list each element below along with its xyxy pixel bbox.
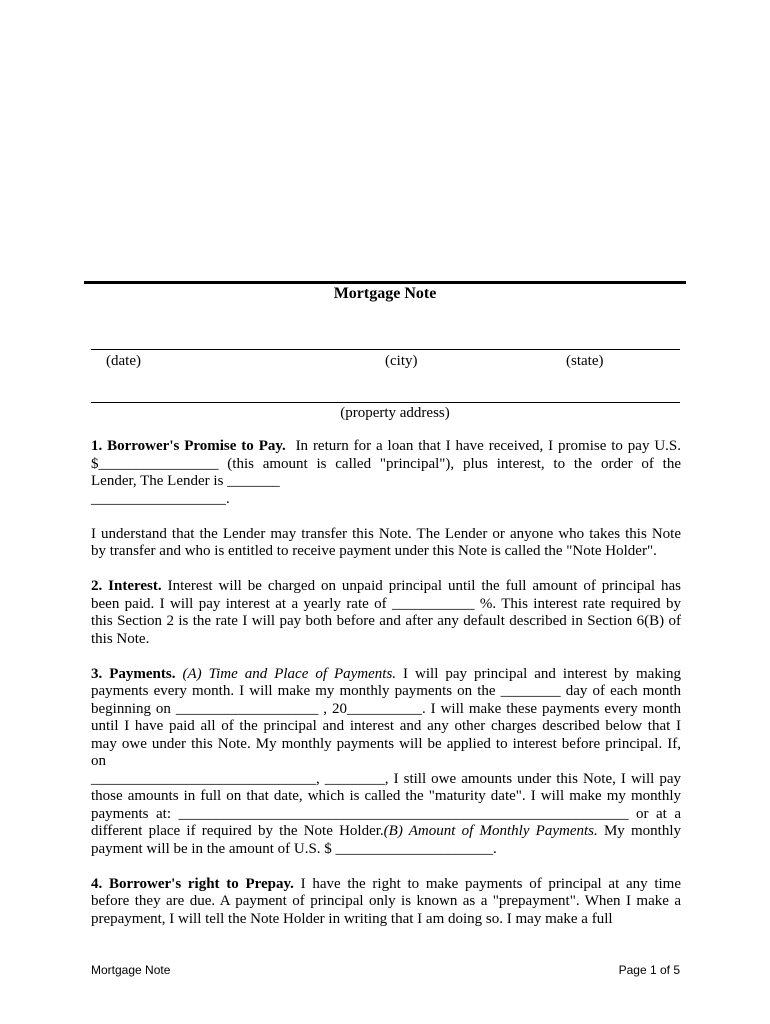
footer-document-name: Mortgage Note	[91, 963, 171, 977]
property-address-line	[91, 402, 680, 403]
property-address-label: (property address)	[340, 405, 450, 421]
top-rule	[84, 281, 686, 284]
footer-page-number: Page 1 of 5	[618, 963, 680, 977]
section-3b-subheading: (B) Amount of Monthly Payments.	[383, 823, 598, 839]
state-label: (state)	[566, 353, 604, 369]
section-4-heading: 4. Borrower's right to Prepay.	[91, 875, 294, 892]
section-3-payments: 3. Payments. (A) Time and Place of Payments. I will pay principal and interest by making payments every month. I will make my monthly payments on the ________ day of each month beginning on ___________________ , 20__________. I will make these payments every month until I have paid all of the principal and interest and any other charges described below that I may owe under this Note. My monthly payments will be applied to interest before principal. If, on ______________________________, ________, I still owe amounts under this Note, I will pay those amounts in full on that date, which is called the "maturity date". I will make my monthly payments at: ____________________________________________________________ or at a different place if required by the Note Holder.(B) Amount of Monthly Payments. My monthly payment will be in the amount of U.S. $ _____________________.	[91, 665, 682, 857]
section-1-heading: 1. Borrower's Promise to Pay.	[91, 438, 286, 454]
section-2-heading: 2. Interest.	[91, 578, 162, 594]
note-body	[91, 438, 681, 946]
date-city-state-line	[91, 349, 680, 350]
city-label: (city)	[385, 353, 418, 369]
page-title: Mortgage Note	[333, 285, 437, 302]
section-3a-subheading: (A) Time and Place of Payments.	[182, 665, 397, 682]
date-label: (date)	[106, 353, 141, 369]
section-4-prepay: 4. Borrower's right to Prepay. I have the right to make payments of principal at any time before they are due. A payment of principal only is known as a "prepayment". When I make a prepayment, I will tell the Note Holder in writing that I am doing so. I may make a full	[91, 875, 681, 927]
transfer-paragraph: I understand that the Lender may transfer this Note. The Lender or anyone who takes this Note by transfer and who is entitled to receive payment under this Note is called the "Note Holder".	[91, 525, 681, 559]
section-3-heading: 3. Payments.	[91, 665, 176, 682]
section-2-interest: 2. Interest. Interest will be charged on unpaid principal until the full amount of principal has been paid. I will pay interest at a yearly rate of ___________ %. This interest rate required by this Section 2 is the rate I will pay both before and after any default described in Section 6(B) of this Note.	[91, 578, 682, 647]
section-1-borrowers-promise: 1. Borrower's Promise to Pay. In return for a loan that I have received, I promise to pay U.S. $________________ (this amount is called "principal"), plus interest, to the order of the Lender, The Lender is _______ __________________.	[91, 438, 682, 507]
